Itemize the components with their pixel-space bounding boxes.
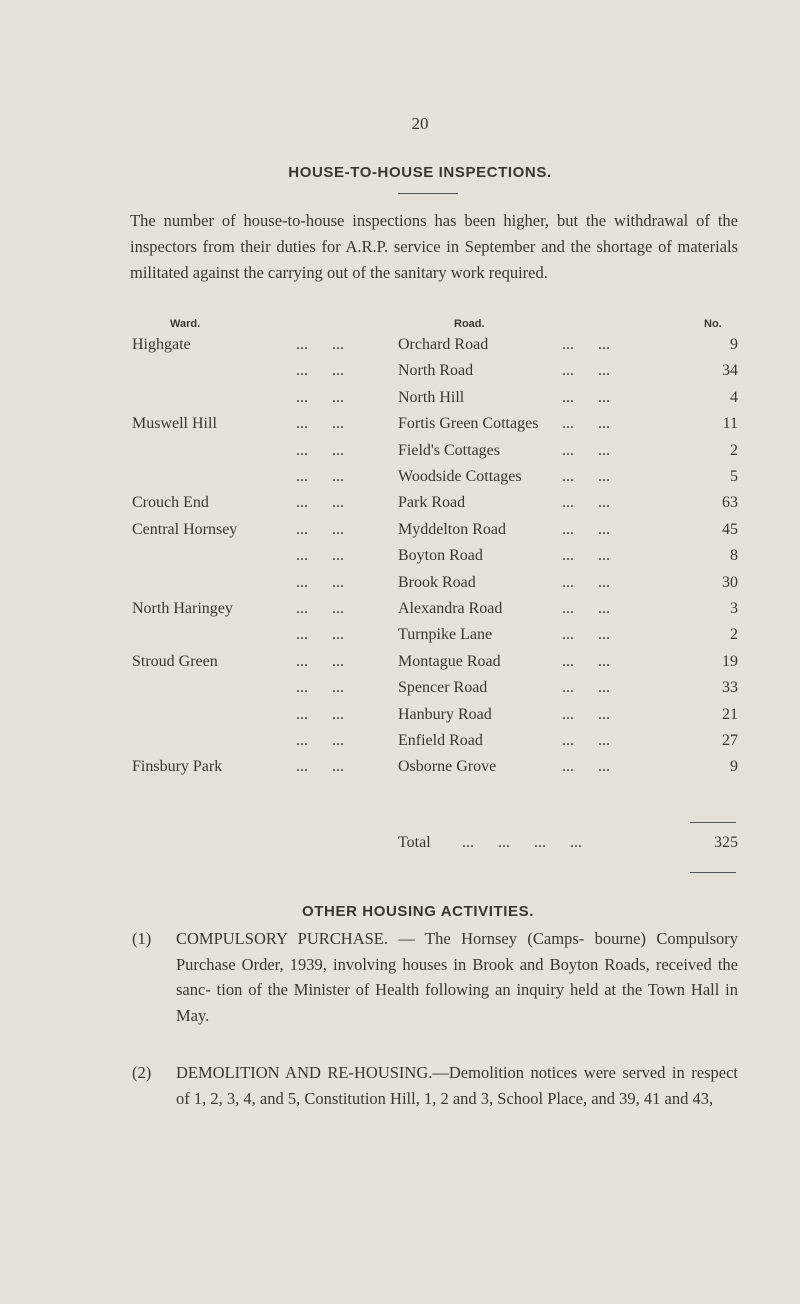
road-cell: North Road [398,362,474,380]
leader-dots: ... ... [296,758,344,776]
road-cell: Brook Road [398,573,476,591]
count-cell: 45 [722,520,738,538]
count-cell: 19 [722,652,738,670]
count-cell: 5 [730,468,738,485]
count-cell: 4 [730,388,738,406]
table-row [132,626,740,652]
table-row [132,336,740,362]
ward-cell: Muswell Hill [132,415,217,433]
road-cell: Osborne Grove [398,758,497,776]
count-cell: 33 [722,679,738,697]
leader-dots: ... ... [562,415,610,433]
leader-dots: ... ... [562,468,610,485]
count-cell: 3 [730,600,738,617]
table-row [132,706,740,732]
leader-dots: ... ... [562,362,610,380]
total-label: Total [398,834,431,851]
table-row [132,389,740,415]
total-rule-top [690,822,736,823]
leader-dots: ... ... [562,679,610,697]
leader-dots: ... ... [562,573,610,591]
count-cell: 9 [730,336,738,353]
list-item [132,926,738,1028]
leader-dots: ... ... [562,758,610,776]
table-row [132,600,740,626]
table-row [132,547,740,573]
leader-dots: ... ... [562,705,610,723]
table-row [132,442,740,468]
leader-dots: ... ... [296,705,344,723]
count-cell: 2 [730,441,738,459]
title-divider [398,193,458,194]
table-row [132,679,740,705]
road-cell: Boyton Road [398,547,483,565]
table-row [132,494,740,520]
leader-dots: ... ... [296,494,344,512]
road-cell: Turnpike Lane [398,626,493,644]
count-cell: 30 [722,573,738,591]
leader-dots: ... ... [296,626,344,644]
leader-dots: ... ... [562,388,610,406]
table-row [132,468,740,494]
leader-dots: ... ... [296,468,344,485]
total-leader-dots: ... ... ... ... [462,834,582,851]
section-title: HOUSE-TO-HOUSE INSPECTIONS. [288,164,552,181]
ward-cell: Stroud Green [132,652,218,670]
count-cell: 27 [722,732,738,749]
leader-dots: ... ... [296,573,344,591]
ward-cell: Central Hornsey [132,520,238,538]
leader-dots: ... ... [296,415,344,433]
leader-dots: ... ... [296,732,344,749]
road-cell: Montague Road [398,652,501,670]
road-column-header: Road. [454,318,485,330]
leader-dots: ... ... [562,732,610,749]
item-label: (1) [132,929,152,948]
ward-cell: North Haringey [132,600,233,617]
leader-dots: ... ... [562,626,610,644]
table-row [132,574,740,600]
ward-cell: Crouch End [132,494,209,512]
leader-dots: ... ... [296,336,344,353]
count-cell: 9 [730,758,738,776]
count-cell: 63 [722,494,738,512]
total-row [132,834,740,860]
total-rule-bottom [690,872,736,873]
leader-dots: ... ... [296,441,344,459]
leader-dots: ... ... [562,547,610,565]
road-cell: Hanbury Road [398,705,492,723]
road-cell: Field's Cottages [398,441,500,459]
item-text: DEMOLITION AND RE-HOUSING.—Demolition notices were served in respect of 1, 2, 3, 4, and 5, Constitution Hill, 1, 2 and 3, School Place, and 39, 41 and 43, [176,1063,738,1108]
leader-dots: ... ... [562,600,610,617]
leader-dots: ... ... [296,362,344,380]
table-row [132,362,740,388]
table-row [132,521,740,547]
road-cell: Alexandra Road [398,600,503,617]
list-item [132,1060,738,1111]
leader-dots: ... ... [296,600,344,617]
road-cell: Park Road [398,494,466,512]
road-cell: North Hill [398,388,465,406]
road-cell: Woodside Cottages [398,468,522,485]
item-label: (2) [132,1063,152,1082]
count-cell: 8 [730,547,738,565]
leader-dots: ... ... [296,520,344,538]
road-cell: Myddelton Road [398,520,506,538]
leader-dots: ... ... [562,494,610,512]
road-cell: Fortis Green Cottages [398,415,539,433]
table-row [132,732,740,758]
ward-column-header: Ward. [170,318,201,330]
leader-dots: ... ... [296,652,344,670]
page-number: 20 [411,114,429,133]
ward-cell: Highgate [132,336,191,353]
leader-dots: ... ... [296,388,344,406]
count-cell: 34 [722,362,738,380]
count-cell: 2 [730,626,738,644]
leader-dots: ... ... [562,336,610,353]
total-value: 325 [714,834,738,851]
item-text: COMPULSORY PURCHASE. — The Hornsey (Camps- bourne) Compulsory Purchase Order, 1939, involving houses in Brook and Boyton Roads, received the sanc- tion of the Minister of Health following an inquiry held at the Town Hall in May. [176,929,738,1025]
table-row [132,758,740,784]
road-cell: Enfield Road [398,732,483,749]
table-row [132,653,740,679]
table-row [132,415,740,441]
no-column-header: No. [704,318,722,330]
road-cell: Spencer Road [398,679,488,697]
count-cell: 21 [722,705,738,723]
ward-cell: Finsbury Park [132,758,223,776]
intro-paragraph: The number of house-to-house inspections has been higher, but the withdrawal of the inspectors from their duties for A.R.P. service in September and the shortage of materials militated against the carrying out of the sanitary work required. [130,211,738,282]
road-cell: Orchard Road [398,336,489,353]
section2-title: OTHER HOUSING ACTIVITIES. [302,903,534,920]
leader-dots: ... ... [562,441,610,459]
leader-dots: ... ... [296,547,344,565]
leader-dots: ... ... [296,679,344,697]
count-cell: 11 [722,415,738,433]
leader-dots: ... ... [562,520,610,538]
leader-dots: ... ... [562,652,610,670]
